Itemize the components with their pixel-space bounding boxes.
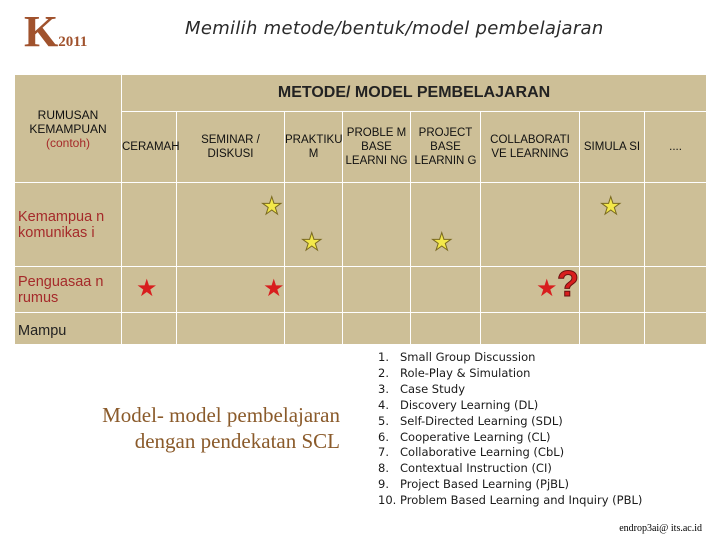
list-item: 8. Contextual Instruction (CI) (378, 461, 552, 476)
red-star-icon: ★ (136, 275, 158, 302)
scl-caption-line1: Model- model pembelajaran (102, 403, 340, 427)
cell (285, 183, 343, 267)
yellow-star-icon: ★ (301, 229, 323, 256)
red-star-icon: ★ (263, 275, 285, 302)
row-header-mampu: Mampu (15, 313, 122, 349)
col-header-seminar: SEMINAR / DISKUSI (177, 112, 285, 183)
list-item: 4. Discovery Learning (DL) (378, 397, 539, 412)
cell (580, 183, 645, 267)
logo (24, 7, 88, 56)
scl-caption-line2: dengan pendekatan SCL (134, 429, 340, 453)
logo-year: 2011 (58, 34, 88, 50)
overlay-panel (0, 344, 720, 540)
corner-header (15, 75, 122, 183)
methods-table (14, 74, 706, 344)
list-item: 6. Cooperative Learning (CL) (378, 429, 551, 444)
cell (580, 267, 645, 313)
cell (411, 183, 481, 267)
list-item: 5. Self-Directed Learning (SDL) (378, 413, 563, 428)
cell (122, 267, 177, 313)
red-star-icon: ★ (536, 275, 558, 302)
list-item: 10. Problem Based Learning and Inquiry (PBL) (378, 493, 643, 508)
cell (481, 183, 580, 267)
cell (285, 267, 343, 313)
col-header-pbl: PROBLE M BASE LEARNI NG (343, 112, 411, 183)
col-header-ceramah: CERAMAH (122, 112, 177, 183)
footer-email: endrop3ai@ its.ac.id (619, 523, 702, 534)
slide-title: Memilih metode/bentuk/model pembelajaran (185, 18, 604, 39)
col-header-praktikum: PRAKTIKU M (285, 112, 343, 183)
col-header-simulasi: SIMULA SI (580, 112, 645, 183)
corner-label-line1: RUMUSAN (37, 107, 99, 122)
slide-header (0, 0, 720, 66)
yellow-star-icon: ★ (261, 193, 283, 220)
cell (343, 267, 411, 313)
cell (177, 267, 285, 313)
list-item: 7. Collaborative Learning (CbL) (378, 445, 565, 460)
question-mark: ? (557, 263, 579, 304)
corner-label-example: (contoh) (45, 135, 91, 150)
cell (411, 267, 481, 313)
cell (343, 183, 411, 267)
col-header-pjbl: PROJECT BASE LEARNIN G (411, 112, 481, 183)
cell (645, 267, 707, 313)
yellow-star-icon: ★ (431, 229, 453, 256)
row-header-komunikasi: Kemampua n komunikas i (15, 183, 122, 267)
list-item: 1. Small Group Discussion (378, 350, 536, 364)
main-header: METODE/ MODEL PEMBELAJARAN (122, 75, 707, 112)
scl-caption (30, 402, 340, 454)
methods-list (378, 350, 642, 509)
cell (481, 263, 580, 313)
logo-letter: K (24, 7, 59, 56)
col-header-collaborative: COLLABORATI VE LEARNING (481, 112, 580, 183)
list-item: 9. Project Based Learning (PjBL) (378, 477, 569, 492)
cell (122, 183, 177, 267)
cell (177, 183, 285, 267)
col-header-more: .... (645, 112, 707, 183)
cell (645, 183, 707, 267)
corner-label-line2: KEMAMPUAN (29, 121, 107, 136)
list-item: 3. Case Study (378, 381, 466, 396)
row-header-rumus: Penguasaa n rumus (15, 267, 122, 313)
list-item: 2. Role-Play & Simulation (378, 365, 531, 380)
yellow-star-icon: ★ (600, 193, 622, 220)
